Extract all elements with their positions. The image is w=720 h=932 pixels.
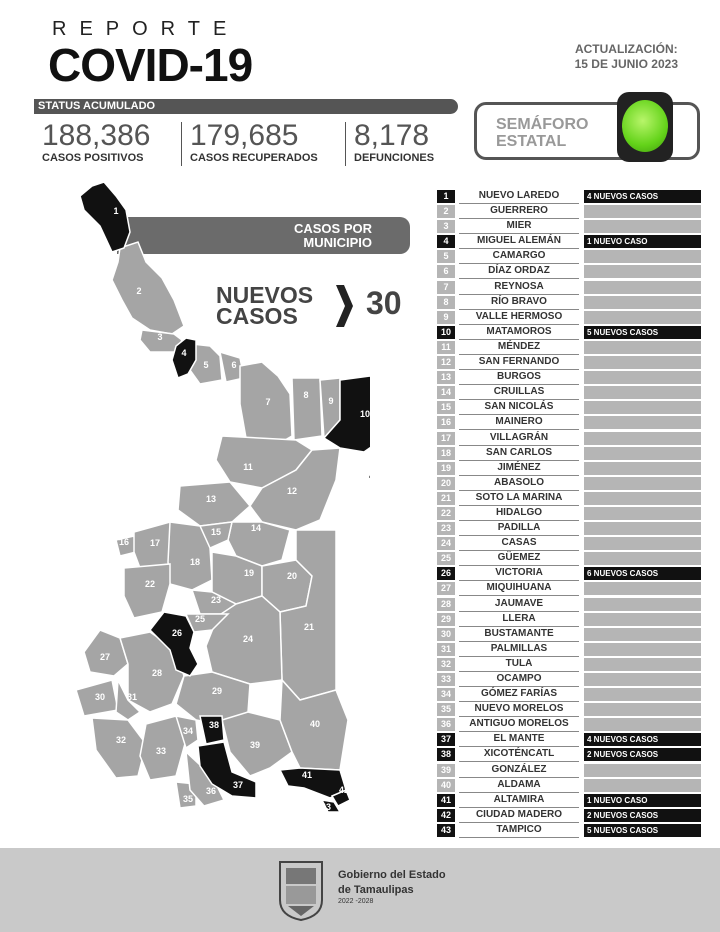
table-row [437,295,701,310]
map-region-label: 5 [203,360,209,370]
nuevos-casos-count: 30 [366,285,402,321]
status-label: STATUS ACUMULADO [34,99,458,114]
map-region-label: 2 [136,286,142,296]
municipio-name: ANTIGUO MORELOS [459,717,579,732]
map-region-label: 25 [194,614,206,624]
municipio-number: 26 [437,567,455,580]
municipio-name: PALMILLAS [459,642,579,657]
municipio-cases [584,250,701,263]
gov-years: 2022 -2028 [338,898,374,905]
municipio-name: ALDAMA [459,778,579,793]
map-region-label: 24 [242,634,254,644]
table-row [437,627,701,642]
municipio-number: 28 [437,598,455,611]
semaforo-line1: SEMÁFORO [496,116,589,133]
update-info [575,42,678,72]
table-row [437,280,701,295]
municipio-name: GÜEMEZ [459,551,579,566]
municipio-name: PADILLA [459,521,579,536]
table-row [437,808,701,823]
municipio-number: 8 [437,296,455,309]
municipio-number: 7 [437,281,455,294]
municipio-cases: 2 NUEVOS CASOS [584,809,701,822]
municipio-cases [584,673,701,686]
table-row [437,672,701,687]
table-row [437,491,701,506]
municipio-number: 25 [437,552,455,565]
report-title: COVID-19 [48,39,253,91]
map-region-label: 6 [231,360,237,370]
municipio-number: 35 [437,703,455,716]
municipio-name: MATAMOROS [459,325,579,340]
map-region-label: 22 [144,579,156,589]
municipio-name: CASAS [459,536,579,551]
table-row [437,536,701,551]
map-region-label: 37 [232,780,244,790]
map-region-13 [178,482,250,526]
municipio-number: 10 [437,326,455,339]
municipio-number: 11 [437,341,455,354]
municipio-number: 30 [437,628,455,641]
divider [181,122,182,166]
map-region-label: 16 [118,537,130,547]
municipio-cases [584,522,701,535]
positivos-label: CASOS POSITIVOS [42,152,144,164]
municipio-number: 40 [437,779,455,792]
municipio-number: 14 [437,386,455,399]
municipio-number: 5 [437,250,455,263]
map-region-label: 4 [181,348,187,358]
municipio-cases: 5 NUEVOS CASOS [584,824,701,837]
table-row [437,325,701,340]
municipio-cases [584,507,701,520]
table-row [437,415,701,430]
map-region-label: 30 [94,692,106,702]
map-region-label: 3 [157,332,163,342]
municipio-cases: 1 NUEVO CASO [584,235,701,248]
nuevos-line1: NUEVOS [216,282,314,308]
municipio-name: JIMÉNEZ [459,461,579,476]
municipio-name: SAN CARLOS [459,446,579,461]
municipio-number: 6 [437,265,455,278]
municipio-number: 24 [437,537,455,550]
municipio-name: CIUDAD MADERO [459,808,579,823]
table-row [437,597,701,612]
municipio-cases [584,598,701,611]
municipio-name: HIDALGO [459,506,579,521]
municipio-cases [584,613,701,626]
map-region-label: 33 [155,746,167,756]
recuperados-label: CASOS RECUPERADOS [190,152,318,164]
tamaulipas-map [70,176,370,816]
municipio-cases [584,658,701,671]
municipio-name: SAN NICOLÁS [459,400,579,415]
table-row [437,446,701,461]
municipio-cases [584,356,701,369]
map-region-label: 28 [151,668,163,678]
map-region-label: 9 [328,396,334,406]
table-row [437,219,701,234]
municipio-number: 18 [437,447,455,460]
municipio-cases [584,582,701,595]
map-region-2 [112,242,184,334]
municipio-name: MIGUEL ALEMÁN [459,234,579,249]
municipio-cases: 1 NUEVO CASO [584,794,701,807]
table-row [437,793,701,808]
municipio-name: MÉNDEZ [459,340,579,355]
map-region-label: 36 [205,786,217,796]
municipio-name: NUEVO LAREDO [459,189,579,204]
update-date: 15 DE JUNIO 2023 [574,57,678,71]
municipio-name: EL MANTE [459,732,579,747]
municipio-number: 3 [437,220,455,233]
gov-line1: Gobierno del Estado [338,869,446,881]
municipio-cases: 5 NUEVOS CASOS [584,326,701,339]
table-row [437,657,701,672]
stat-recuperados [190,120,318,164]
municipio-name: JAUMAVE [459,597,579,612]
municipio-name: GUERRERO [459,204,579,219]
municipio-name: MIER [459,219,579,234]
municipio-number: 21 [437,492,455,505]
map-title-line1: CASOS POR [293,221,372,236]
municipio-cases [584,688,701,701]
table-row [437,476,701,491]
table-row [437,385,701,400]
table-row [437,717,701,732]
map-region-label: 14 [250,523,262,533]
municipio-cases [584,779,701,792]
stat-positivos [42,120,150,164]
map-region-label: 41 [301,770,313,780]
defunciones-label: DEFUNCIONES [354,152,435,164]
municipio-name: VICTORIA [459,566,579,581]
municipios-list [437,189,701,838]
municipio-number: 27 [437,582,455,595]
semaforo-line2: ESTATAL [496,133,567,150]
municipio-name: CAMARGO [459,249,579,264]
map-region-label: 12 [286,486,298,496]
municipio-name: LLERA [459,612,579,627]
municipio-name: ALTAMIRA [459,793,579,808]
municipio-number: 12 [437,356,455,369]
municipio-name: SAN FERNANDO [459,355,579,370]
municipio-name: OCAMPO [459,672,579,687]
map-region-32 [92,718,146,778]
municipio-cases [584,401,701,414]
municipio-name: RÍO BRAVO [459,295,579,310]
map-region-label: 8 [303,390,309,400]
report-kicker: REPORTE [52,18,240,40]
table-row [437,763,701,778]
stat-defunciones [354,120,434,164]
municipio-number: 41 [437,794,455,807]
table-row [437,566,701,581]
municipio-cases [584,764,701,777]
municipio-name: GONZÁLEZ [459,763,579,778]
table-row [437,249,701,264]
municipio-number: 9 [437,311,455,324]
municipio-number: 17 [437,432,455,445]
gov-line2: de Tamaulipas [338,884,414,896]
municipio-cases [584,432,701,445]
municipio-cases [584,447,701,460]
map-region-label: 19 [243,568,255,578]
gov-name [338,868,446,898]
table-row [437,204,701,219]
table-row [437,506,701,521]
map-region-label: 32 [115,735,127,745]
map-region-label: 10 [359,409,370,419]
table-row [437,778,701,793]
municipio-name: DÍAZ ORDAZ [459,264,579,279]
municipio-cases [584,477,701,490]
map-region-21 [280,530,336,700]
municipio-cases [584,265,701,278]
map-region-label: 18 [189,557,201,567]
table-row [437,642,701,657]
municipio-cases [584,386,701,399]
municipio-name: VALLE HERMOSO [459,310,579,325]
map-region-label: 15 [210,527,222,537]
municipio-number: 2 [437,205,455,218]
municipio-number: 16 [437,416,455,429]
map-title-line2: MUNICIPIO [303,235,372,250]
municipio-cases [584,296,701,309]
municipio-number: 15 [437,401,455,414]
municipio-number: 20 [437,477,455,490]
table-row [437,702,701,717]
municipio-number: 43 [437,824,455,837]
municipio-number: 22 [437,507,455,520]
municipio-cases [584,416,701,429]
municipio-name: BURGOS [459,370,579,385]
municipio-number: 1 [437,190,455,203]
semaforo-label [496,116,588,150]
map-region-label: 34 [182,726,194,736]
nuevos-line2: CASOS [216,303,298,329]
table-row [437,612,701,627]
municipio-number: 36 [437,718,455,731]
municipio-number: 37 [437,733,455,746]
map-region-label: 35 [182,794,194,804]
municipio-number: 29 [437,613,455,626]
municipio-name: MAINERO [459,415,579,430]
municipio-number: 33 [437,673,455,686]
table-row [437,264,701,279]
map-region-label: 23 [210,595,222,605]
defunciones-value: 8,178 [354,119,430,152]
municipio-number: 4 [437,235,455,248]
table-row [437,823,701,838]
municipio-cases: 2 NUEVOS CASOS [584,748,701,761]
municipio-cases [584,492,701,505]
table-row [437,747,701,762]
map-region-label: 20 [286,571,298,581]
municipio-number: 34 [437,688,455,701]
table-row [437,581,701,596]
map-region-10-spit [368,450,370,480]
municipio-name: BUSTAMANTE [459,627,579,642]
map-region-label: 13 [205,494,217,504]
municipio-cases [584,281,701,294]
map-region-label: 17 [149,538,161,548]
municipio-number: 32 [437,658,455,671]
state-seal-icon [276,856,326,922]
table-row [437,551,701,566]
map-region-label: 29 [211,686,223,696]
table-row [437,461,701,476]
map-region-1 [80,182,130,252]
municipio-name: TAMPICO [459,823,579,838]
municipio-cases [584,643,701,656]
map-region-label: 1 [113,206,119,216]
municipio-name: XICOTÉNCATL [459,747,579,762]
positivos-value: 188,386 [42,119,151,152]
municipio-number: 31 [437,643,455,656]
table-row [437,189,701,204]
map-region-label: 27 [99,652,111,662]
municipio-cases: 4 NUEVOS CASOS [584,190,701,203]
municipio-cases [584,628,701,641]
municipio-name: TULA [459,657,579,672]
map-region-label: 26 [171,628,183,638]
municipio-name: NUEVO MORELOS [459,702,579,717]
municipio-name: GÓMEZ FARÍAS [459,687,579,702]
recuperados-value: 179,685 [190,119,299,152]
map-region-label: 43 [320,802,332,812]
table-row [437,687,701,702]
map-region-label: 40 [309,719,321,729]
municipio-number: 13 [437,371,455,384]
municipio-number: 19 [437,462,455,475]
municipio-name: REYNOSA [459,280,579,295]
map-region-label: 7 [265,397,271,407]
municipio-name: CRUILLAS [459,385,579,400]
municipio-cases [584,220,701,233]
map-region-label: 21 [303,622,315,632]
municipio-cases [584,552,701,565]
municipio-number: 38 [437,748,455,761]
municipio-cases [584,341,701,354]
municipio-number: 23 [437,522,455,535]
table-row [437,521,701,536]
update-label: ACTUALIZACIÓN: [574,42,678,56]
municipio-cases [584,462,701,475]
map-region-22 [124,564,170,618]
municipio-cases [584,718,701,731]
green-light-icon [622,100,668,152]
municipio-name: ABASOLO [459,476,579,491]
municipio-number: 42 [437,809,455,822]
municipio-cases [584,311,701,324]
map-region-label: 38 [208,720,220,730]
municipio-cases [584,703,701,716]
municipio-number: 39 [437,764,455,777]
table-row [437,400,701,415]
table-row [437,234,701,249]
table-row [437,355,701,370]
table-row [437,310,701,325]
map-region-label: 31 [126,692,138,702]
map-region-label: 39 [249,740,261,750]
map-region-8 [292,378,322,440]
municipio-cases: 4 NUEVOS CASOS [584,733,701,746]
divider [345,122,346,166]
table-row [437,732,701,747]
map-region-label: 42 [338,785,350,795]
table-row [437,340,701,355]
municipio-cases [584,537,701,550]
municipio-cases [584,371,701,384]
map-region-label: 11 [243,462,253,472]
municipio-name: MIQUIHUANA [459,581,579,596]
municipio-cases: 6 NUEVOS CASOS [584,567,701,580]
municipio-name: VILLAGRÁN [459,431,579,446]
municipio-name: SOTO LA MARINA [459,491,579,506]
table-row [437,431,701,446]
table-row [437,370,701,385]
municipio-cases [584,205,701,218]
